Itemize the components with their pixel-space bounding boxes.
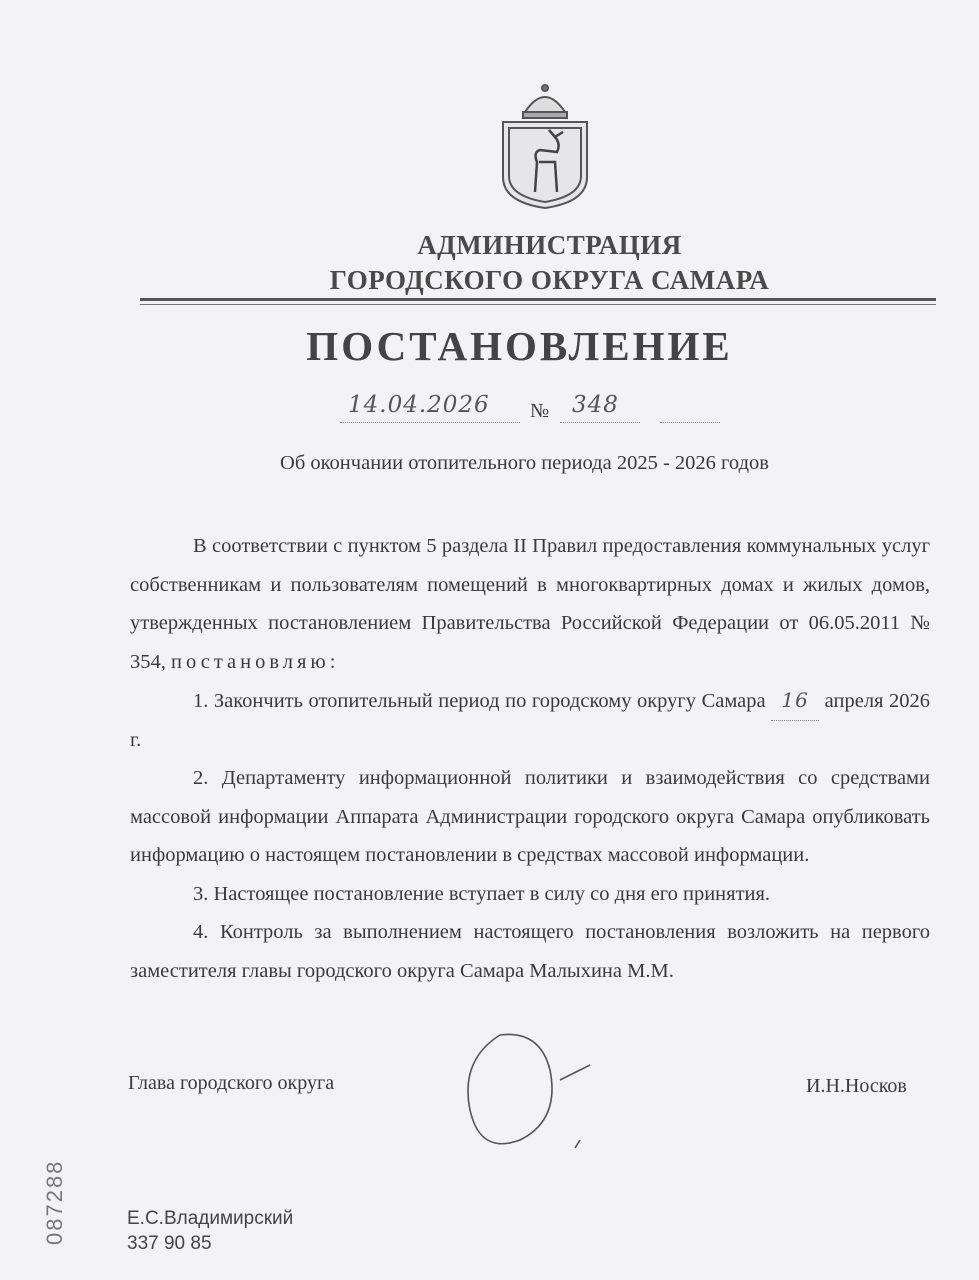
number-sign: № <box>530 400 550 422</box>
item-2: 2. Департаменту информационной политики и взаимодействия со средствами массовой информации Аппарата Администрации городского округа Самара опубликовать информацию о настоящем постановлении в средствах массовой информации. <box>130 767 930 866</box>
resolve-word: постановляю: <box>171 650 340 673</box>
organization-name-line1: АДМИНИСТРАЦИЯ <box>417 230 682 260</box>
organization-name-line2: ГОРОДСКОГО ОКРУГА САМАРА <box>329 265 770 295</box>
item-4: 4. Контроль за выполнением настоящего постановления возложить на первого заместителя главы городского округа Самара Малыхина М.М. <box>130 921 930 982</box>
document-subject: Об окончании отопительного периода 2025 - 2026 годов <box>280 452 769 474</box>
handwritten-date: 14.04.2026 <box>348 392 490 418</box>
preamble-text: В соответствии с пунктом 5 раздела II Правил предоставления коммунальных услуг собственникам и пользователям помещений в многоквартирных домах и жилых домов, утвержденных постановлением Правительства Российской Федерации от 06.05.2011 № 354, <box>130 535 930 673</box>
item-1-text: 1. Закончить отопительный период по городскому округу Самара <box>193 690 766 712</box>
serial-number: 087288 <box>42 1159 67 1245</box>
signatory-name: И.Н.Носков <box>806 1075 907 1097</box>
coat-of-arms-emblem <box>495 82 595 210</box>
item-1-date-rest: апреля 2026 г. <box>130 690 930 751</box>
preamble-paragraph <box>130 527 930 681</box>
handwritten-signature <box>440 1020 620 1170</box>
handwritten-day: 16 <box>771 681 819 721</box>
item-3: 3. Настоящее постановление вступает в силу со дня его принятия. <box>193 882 771 905</box>
document-type-title: ПОСТАНОВЛЕНИЕ <box>306 323 733 369</box>
date-number-line <box>340 392 720 426</box>
header-divider <box>140 298 936 305</box>
author-name: Е.С.Владимирский <box>127 1208 294 1229</box>
document-body <box>130 527 930 990</box>
signatory-title: Глава городского округа <box>128 1072 335 1094</box>
author-phone: 337 90 85 <box>127 1233 212 1254</box>
item-1 <box>130 681 930 759</box>
handwritten-number: 348 <box>572 392 619 418</box>
